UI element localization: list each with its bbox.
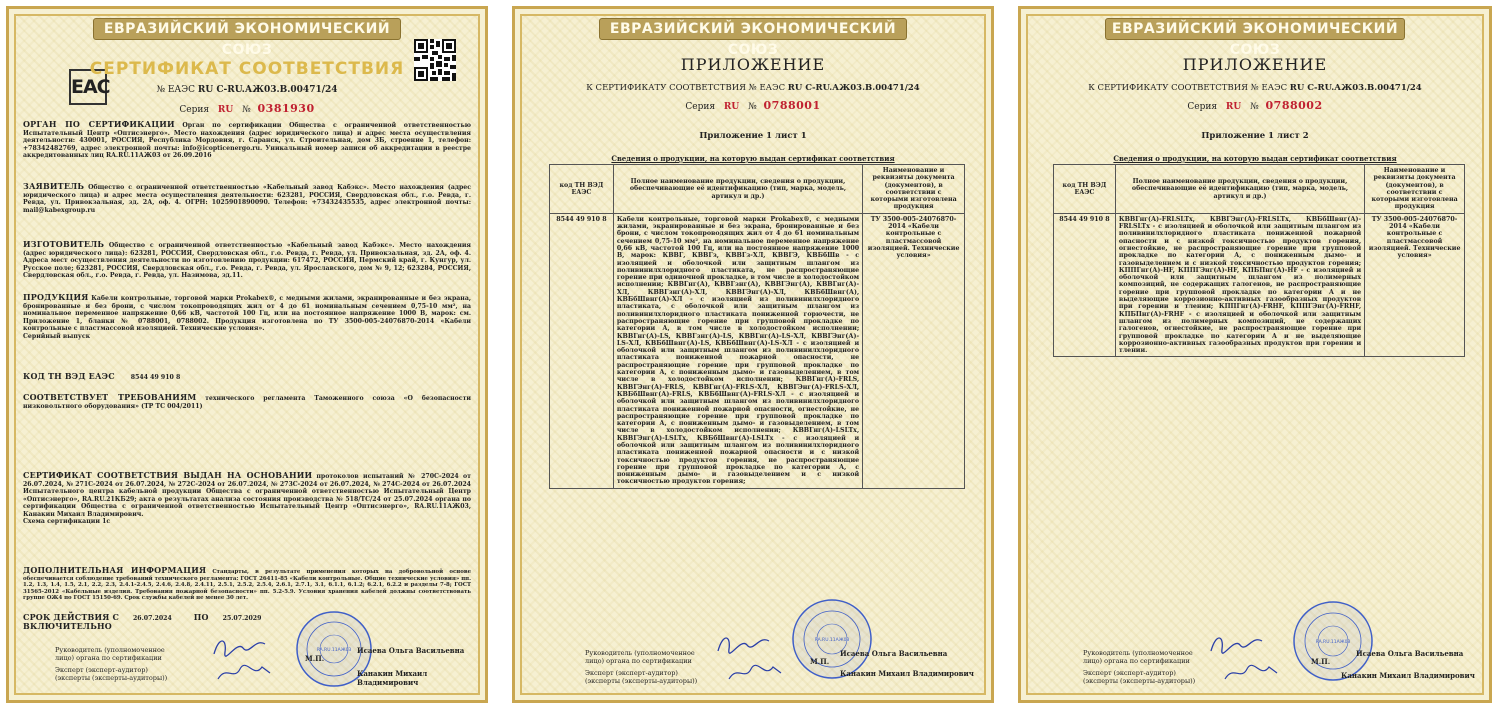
section-text: 8544 49 910 8	[130, 374, 181, 381]
certification-scheme: Схема сертификации 1с	[23, 518, 111, 525]
reg-number: RU C-RU.АЖ03.B.00471/24	[1289, 83, 1422, 93]
product-table	[1053, 164, 1465, 357]
series-line	[1021, 99, 1489, 112]
series-code: RU	[723, 102, 740, 112]
union-banner: ЕВРАЗИЙСКИЙ ЭКОНОМИЧЕСКИЙ СОЮЗ	[599, 18, 907, 40]
applicant-section	[23, 183, 471, 214]
appendix-title: ПРИЛОЖЕНИЕ	[1182, 55, 1328, 74]
series-label: Серия	[1187, 102, 1218, 112]
code-cell: 8544 49 910 8	[550, 213, 614, 488]
series-label: Серия	[179, 105, 210, 115]
expert-label: Эксперт (эксперт-аудитор) (эксперты (эксперты-аудиторы))	[1083, 669, 1196, 685]
inclusive-label: ВКЛЮЧИТЕЛЬНО	[23, 620, 112, 631]
validity-to-label: ПО	[193, 612, 209, 622]
head-label: Руководитель (уполномоченное лицо) органа по сертификации	[1083, 649, 1193, 665]
section-text: Общество с ограниченной ответственностью «Кабельный завод Кабэкс». Место нахождения (адрес юридического лица) и адрес места осуществления деятельности: 623281, РОССИЯ, Свердловская обл., г.о. Ревда, г. Ревда, ул. Привокзальная, зд. 2А, оф. 4. ОГРН: 1025901890090. Телефон: +73432435535, адрес электронной почты: mail@kabexgroup.ru	[23, 184, 471, 214]
appendix-reference	[1021, 83, 1489, 93]
col-code-header: код ТН ВЭД ЕАЭС	[550, 165, 614, 214]
series-line	[515, 99, 991, 112]
appendix-sheet-1	[512, 6, 994, 703]
section-text: технического регламента Таможенного союза «О безопасности низковольтного оборудования» (ТР ТС 004/2011)	[23, 395, 471, 410]
series-code: RU	[1225, 102, 1242, 112]
number-sign: №	[748, 102, 757, 112]
section-text: Общество с ограниченной ответственностью «Кабельный завод Кабэкс». Место нахождения (адрес юридического лица): 623281, РОССИЯ, Свердловская обл., г.о. Ревда, г. Ревда, ул. Привокзальная, зд. 2А, оф. 4. Адреса мест осуществления деятельности по изготовлению продукции: 617472, РОССИЯ, Пермский край, г. Кунгур, ул. Русское поле; 623281, РОССИЯ, Свердловская обл., г.о. Ревда, г. Ревда, ул. Ярославского, дом № 9, 12; 623284, РОССИЯ, Свердловская обл., г.о. Ревда, г. Ревда, ул. Назимова, зд.11.	[23, 242, 472, 279]
series-label: Серия	[685, 102, 716, 112]
section-text: Стандарты, в результате применения которых на добровольной основе обеспечивается соблюдение требований технического регламента: ГОСТ 26411-85 «Кабели контрольные. Общие технические условия» пп. 1.2, 1.3, 1.4, 1.5, 2.1, 2.2, 2.3, 2.4.1-2.4.5, 2.4.6, 2.4.8, 2.4.11, 2.5.1, 2.5.2, 2.5.4, 2.6.1, 2.7.1, 3.1, 6.1.1, 6.1.2; 6.2.1, 6.2.2 и разделы 7-8; ГОСТ 31565-2012 «Кабельные изделия. Требования пожарной безопасности» пп. 5.2-5.9. Условия хранения кабелей должны соответствовать группе ОЖ4 по ГОСТ 15150-69. Срок службы кабелей не менее 30 лет.	[23, 569, 472, 601]
stamp-mark: М.П.	[305, 654, 325, 663]
col-doc-header: Наименование и реквизиты документа (документов), в соответствии с которыми изготовлена продукция	[1365, 165, 1465, 214]
head-name: Исаева Ольга Васильевна	[1356, 649, 1464, 658]
tn-ved-code-section	[23, 373, 471, 382]
validity-label: СРОК ДЕЙСТВИЯ С	[23, 612, 120, 622]
col-doc-header: Наименование и реквизиты документа (документов), в соответствии с которыми изготовлена продукция	[863, 165, 965, 214]
table-row	[550, 213, 965, 488]
section-heading: ИЗГОТОВИТЕЛЬ	[23, 239, 105, 249]
std-cell: ТУ 3500-005-24076870-2014 «Кабели контрольные с пластмассовой изоляцией. Технические условия»	[1365, 213, 1465, 357]
form-number: 0788002	[1265, 99, 1323, 112]
col-desc-header: Полное наименование продукции, сведения о продукции, обеспечивающие её идентификацию (тип, марка, модель, артикул и др.)	[1115, 165, 1364, 214]
conforms-section	[23, 394, 471, 410]
validity-to: 25.07.2029	[222, 615, 262, 622]
certificate-title: СЕРТИФИКАТ СООТВЕТСТВИЯ	[89, 59, 405, 79]
to-cert-label: К СЕРТИФИКАТУ СООТВЕТСТВИЯ № ЕАЭС	[586, 83, 786, 93]
eac-logo: EAC	[69, 69, 107, 105]
sheet-label: Приложение 1 лист 1	[699, 131, 807, 141]
manufacturer-section	[23, 241, 471, 280]
product-section	[23, 294, 471, 340]
table-header-row	[1054, 165, 1465, 214]
table-caption: Сведения о продукции, на которую выдан сертификат соответствия	[1113, 154, 1397, 163]
signature-expert	[1221, 661, 1281, 685]
head-label: Руководитель (уполномоченное лицо) органа по сертификации	[585, 649, 695, 665]
head-name: Исаева Ольга Васильевна	[357, 646, 465, 655]
section-text: Кабели контрольные, торговой марки Prokabex®, с медными жилами, экранированные и без экрана, бронированные и без брони, с числом токопроводящих жил от 4 до 61 номинальным сечением 0,75-10 мм², на номинальное переменное напряжение 0,66 кВ, частотой 100 Гц, или на постоянное напряжение 1000 В, марок: см. Приложение 1, бланки № 0788001, 0788002. Продукция изготовлена по ТУ 3500-005-24076870-2014 «Кабели контрольные с пластмассовой изоляцией. Технические условия».	[23, 295, 471, 332]
section-text: протоколов испытаний № 270С-2024 от 26.07.2024, № 271С-2024 от 26.07.2024, № 272С-2024 от 26.07.2024, № 273С-2024 от 26.07.2024, № 274С-2024 от 26.07.2024 Испытательного центра кабельной продукции Общества с ограниченной ответственностью Испытательный Центр «Оптисэнерго», RA.RU.21КБ29; акта о результатах анализа состояния производства № 518/ТС/24 от 25.07.2024 органа по сертификации Общества с ограниченной ответственностью Испытательный Центр «Оптисэнерго», RA.RU.11АЖ03, Канакин Михаил Владимирович.	[23, 473, 471, 518]
signature-expert	[725, 661, 785, 685]
appendix-sheet-2	[1018, 6, 1492, 703]
stamp-mark: М.П.	[1311, 657, 1331, 666]
table-row	[1054, 213, 1465, 357]
expert-label: Эксперт (эксперт-аудитор) (эксперты (эксперты-аудиторы))	[55, 666, 168, 682]
seal-text: RA.RU.11АЖ03	[316, 648, 352, 653]
to-cert-label: К СЕРТИФИКАТУ СООТВЕТСТВИЯ № ЕАЭС	[1088, 83, 1288, 93]
validity-section	[23, 614, 471, 630]
serial-release: Серийный выпуск	[23, 332, 91, 340]
certification-body-section	[23, 121, 471, 160]
number-sign: №	[242, 105, 251, 115]
std-cell: ТУ 3500-005-24076870-2014 «Кабели контрольные с пластмассовой изоляцией. Технические условия»	[863, 213, 965, 488]
expert-name: Канакин Михаил Владимирович	[1341, 671, 1475, 680]
signature-head	[209, 634, 269, 660]
signature-head	[713, 631, 773, 657]
table-header-row	[550, 165, 965, 214]
expert-name: Канакин Михаил Владимирович	[357, 669, 428, 687]
col-code-header: код ТН ВЭД ЕАЭС	[1054, 165, 1116, 214]
form-number: 0381930	[257, 102, 315, 115]
registration-line	[9, 85, 485, 95]
section-heading: ОРГАН ПО СЕРТИФИКАЦИИ	[23, 119, 175, 129]
stamp-mark: М.П.	[810, 657, 830, 666]
section-heading: СЕРТИФИКАТ СООТВЕТСТВИЯ ВЫДАН НА ОСНОВАНИИ	[23, 470, 313, 480]
union-banner: ЕВРАЗИЙСКИЙ ЭКОНОМИЧЕСКИЙ СОЮЗ	[93, 18, 401, 40]
reg-number: RU C-RU.АЖ03.B.00471/24	[197, 85, 338, 95]
section-heading: СООТВЕТСТВУЕТ ТРЕБОВАНИЯМ	[23, 392, 197, 402]
seal-text: RA.RU.11АЖ03	[1315, 640, 1351, 645]
reg-number: RU C-RU.АЖ03.B.00471/24	[787, 83, 920, 93]
section-heading: КОД ТН ВЭД ЕАЭС	[23, 371, 115, 381]
product-table	[549, 164, 965, 489]
reg-prefix: № ЕАЭС	[156, 85, 195, 95]
appendix-title: ПРИЛОЖЕНИЕ	[680, 55, 826, 74]
certificate-sheet	[6, 6, 488, 703]
series-line	[9, 102, 485, 115]
validity-from: 26.07.2024	[133, 615, 172, 622]
desc-cell: Кабели контрольные, торговой марки Prokabex®, с медными жилами, экранированные и без экрана, бронированные и без брони, с числом токопроводящих жил от 4 до 61 номинальным сечением 0,75-10 мм², на номинальное переменное напряжение 0,66 кВ, частотой 100 Гц, или на постоянное напряжение 1000 В, марок: КВВГ, КВВГз, КВВГз-ХЛ, КВВГЭ, КВБбШв - с изоляцией и оболочкой или защитным шлангом из поливинилхлоридного пластиката, не распространяющие горение при одиночной прокладке, в том числе в холодостойком исполнении; КВВГнг(А), КВВГзнг(А), КВВГЭнг(А), КВВГнг(А)-ХЛ, КВВГзнг(А)-ХЛ, КВВГЭнг(А)-ХЛ, КВБбШвнг(А), КВБбШвнг(А)-ХЛ - с изоляцией из поливинилхлоридного пластиката, с оболочкой или защитным шлангом из поливинилхлоридного пластиката пониженной горючести, не распространяющие горение при групповой прокладке по категории А, в том числе в холодостойком исполнении; КВВГнг(А)-LS, КВВГзнг(А)-LS, КВВГнг(А)-LS-ХЛ, КВВГЭнг(А)-LS-ХЛ, КВБбШвнг(А)-LS, КВБбШвнг(А)-LS-ХЛ - с изоляцией и оболочкой или защитным шлангом из поливинилхлоридного пластиката пониженной пожарной опасности, не распространяющие горение при групповой прокладке по категории А, с пониженным дымо- и газовыделением, в том числе в холодостойком исполнении; КВВГнг(А)-FRLS, КВВГЭнг(А)-FRLS, КВВГнг(А)-FRLS-ХЛ, КВВГЭнг(А)-FRLS-ХЛ, КВБбШвнг(А)-FRLS, КВБбШвнг(А)-FRLS-ХЛ - с изоляцией и оболочкой или защитным шлангом из поливинилхлоридного пластиката пониженной пожарной опасности, огнестойкие, не распространяющие горение при групповой прокладке по категории А, с пониженным дымо- и газовыделением, в том числе в холодостойком исполнении; КВВГнг(А)-LSLTx, КВВГЭнг(А)-LSLTx, КВБбШвнг(А)-LSLTx - с изоляцией и оболочкой или защитным шлангом из поливинилхлоридного пластиката пониженной пожарной опасности и с низкой токсичностью продуктов горения, не распространяющие горение при групповой прокладке по категории А, с пониженным дымо- и газовыделением и с низкой токсичностью продуктов горения;	[613, 213, 862, 488]
basis-section	[23, 472, 471, 526]
signature-expert	[214, 661, 274, 685]
expert-label: Эксперт (эксперт-аудитор) (эксперты (эксперты-аудиторы))	[585, 669, 698, 685]
head-label: Руководитель (уполномоченное лицо) органа по сертификации	[55, 646, 165, 662]
union-banner: ЕВРАЗИЙСКИЙ ЭКОНОМИЧЕСКИЙ СОЮЗ	[1105, 18, 1405, 40]
section-heading: ПРОДУКЦИЯ	[23, 292, 89, 302]
appendix-reference	[515, 83, 991, 93]
head-name: Исаева Ольга Васильевна	[840, 649, 948, 658]
col-desc-header: Полное наименование продукции, сведения о продукции, обеспечивающие её идентификацию (тип, марка, модель, артикул и др.)	[613, 165, 862, 214]
desc-cell: КВВГнг(А)-FRLSLTx, КВВГЭнг(А)-FRLSLTx, КВБбШвнг(А)-FRLSLTx - с изоляцией и оболочкой или защитным шлангом из поливинилхлоридного пластиката пониженной пожарной опасности и с низкой токсичностью продуктов горения, огнестойкие, не распространяющие горение при групповой прокладке по категории А, с пониженным дымо- и газовыделением и с низкой токсичностью продуктов горения; КППГнг(А)-HF, КППГЭнг(А)-HF, КПБПнг(А)-HF - с изоляцией и оболочкой или защитным шлангом из полимерных композиций, не содержащих галогенов, не распространяющие горение при групповой прокладке по категории А и не выделяющие коррозионно-активных газообразных продуктов при горении и тлении; КППГнг(А)-FRHF, КППГЭнг(А)-FRHF, КПБПнг(А)-FRHF - с изоляцией и оболочкой или защитным шлангом из полимерных композиций, не содержащих галогенов, огнестойкие, не распространяющие горение при групповой прокладке по категории А и не выделяющие коррозионно-активных газообразных продуктов при горении и тлении.	[1115, 213, 1364, 357]
section-text: Орган по сертификации Общества с ограниченной ответственностью Испытательный Центр «Оптисэнерго». Место нахождения (адрес юридического лица) и адрес места осуществления деятельности: 430001, РОССИЯ, Республика Мордовия, г. Саранск, ул. Строительная, дом 3Б, строение 1, телефон: +78342482769, адрес электронной почты: info@icopticenergo.ru. Уникальный номер записи об аккредитации в реестре аккредитованных лиц RA.RU.11АЖ03 от 26.09.2016	[23, 122, 471, 159]
additional-info-section	[23, 567, 471, 602]
signature-head	[1206, 631, 1266, 657]
form-number: 0788001	[763, 99, 821, 112]
code-cell: 8544 49 910 8	[1054, 213, 1116, 357]
number-sign: №	[1250, 102, 1259, 112]
series-code: RU	[217, 105, 234, 115]
table-caption: Сведения о продукции, на которую выдан сертификат соответствия	[611, 154, 895, 163]
seal-text: RA.RU.11АЖ03	[814, 638, 850, 643]
sheet-label: Приложение 1 лист 2	[1201, 131, 1309, 141]
section-heading: ЗАЯВИТЕЛЬ	[23, 181, 85, 191]
section-heading: ДОПОЛНИТЕЛЬНАЯ ИНФОРМАЦИЯ	[23, 565, 207, 575]
expert-name: Канакин Михаил Владимирович	[840, 669, 974, 678]
